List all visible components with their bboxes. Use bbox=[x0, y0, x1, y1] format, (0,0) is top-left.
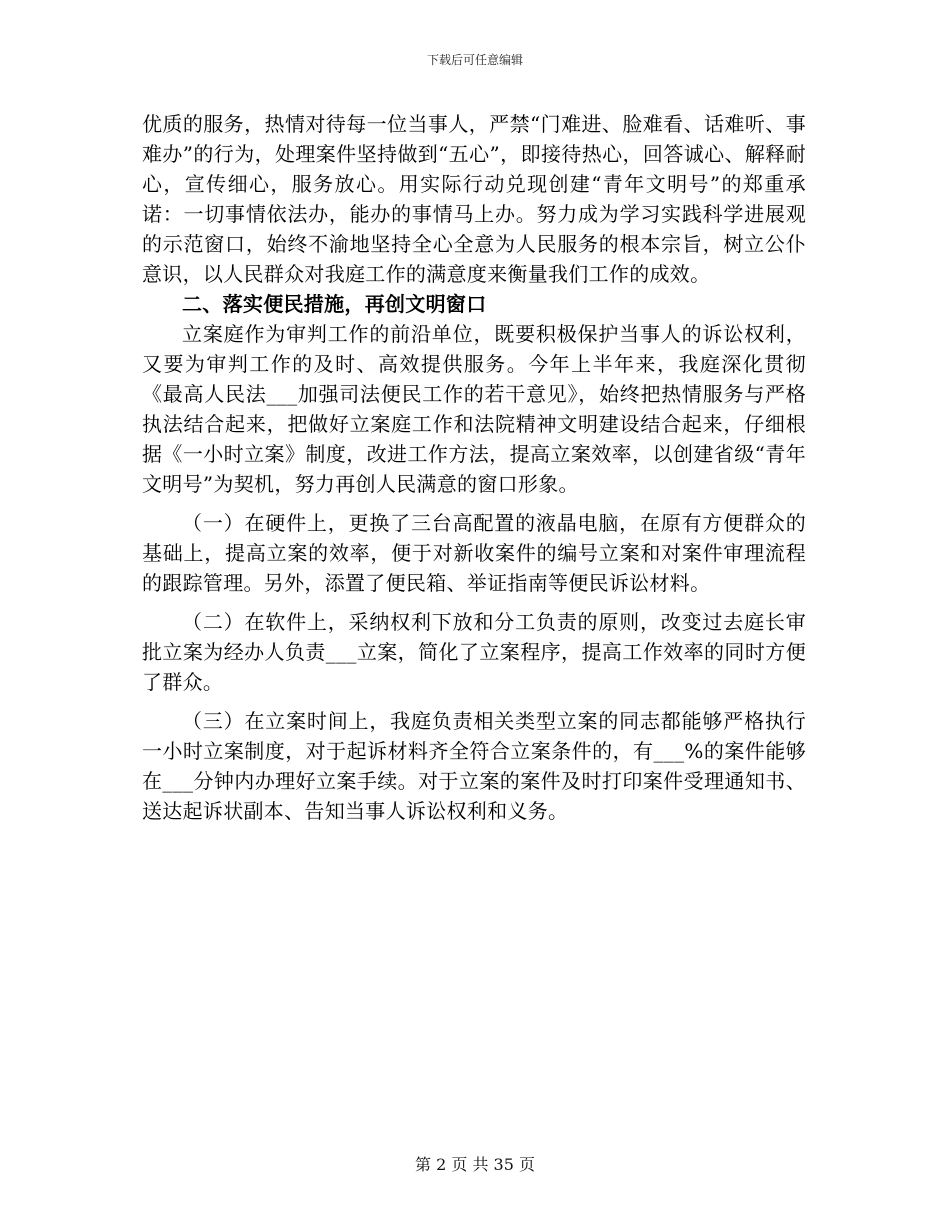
section-heading-2: 二、落实便民措施，再创文明窗口 bbox=[182, 292, 487, 316]
page-number: 第 2 页 共 35 页 bbox=[415, 1155, 535, 1174]
paragraph-filing-time: （三）在立案时间上，我庭负责相关类型立案的同志都能够严格执行一小时立案制度，对于起诉材料齐全符合立案条件的，有___%的案件能够在___分钟内办理好立案手续。对于立案的案件及时打印案件受理通知书、送达起诉状副本、告知当事人诉讼权利和义务。 bbox=[142, 709, 806, 823]
paragraph-service-continuation: 优质的服务，热情对待每一位当事人，严禁“门难进、脸难看、话难听、事难办”的行为，处理案件坚持做到“五心”，即接待热心，回答诚心、解释耐心，宣传细心，服务放心。用实际行动兑现创建“青年文明号”的郑重承诺：一切事情依法办，能办的事情马上办。努力成为学习实践科学进展观的示范窗口，始终不渝地坚持全心全意为人民服务的根本宗旨，树立公仆意识，以人民群众对我庭工作的满意度来衡量我们工作的成效。 bbox=[142, 112, 806, 286]
document-body bbox=[142, 109, 806, 826]
paragraph-hardware: （一）在硬件上，更换了三台高配置的液晶电脑，在原有方便群众的基础上，提高立案的效率，便于对新收案件的编号立案和对案件审理流程的跟踪管理。另外，添置了便民箱、举证指南等便民诉讼材料。 bbox=[142, 511, 806, 595]
paragraph-filing-intro: 立案庭作为审判工作的前沿单位，既要积极保护当事人的诉讼权利，又要为审判工作的及时、高效提供服务。今年上半年来，我庭深化贯彻《最高人民法___加强司法便民工作的若干意见》，始终把热情服务与严格执法结合起来，把做好立案庭工作和法院精神文明建设结合起来，仔细根据《一小时立案》制度，改进工作方法，提高立案效率，以创建省级“青年文明号”为契机，努力再创人民满意的窗口形象。 bbox=[142, 322, 806, 496]
paragraph-software: （二）在软件上，采纳权利下放和分工负责的原则，改变过去庭长审批立案为经办人负责___立案，简化了立案程序，提高工作效率的同时方便了群众。 bbox=[142, 610, 806, 694]
page-header-note: 下载后可任意编辑 bbox=[426, 53, 523, 67]
